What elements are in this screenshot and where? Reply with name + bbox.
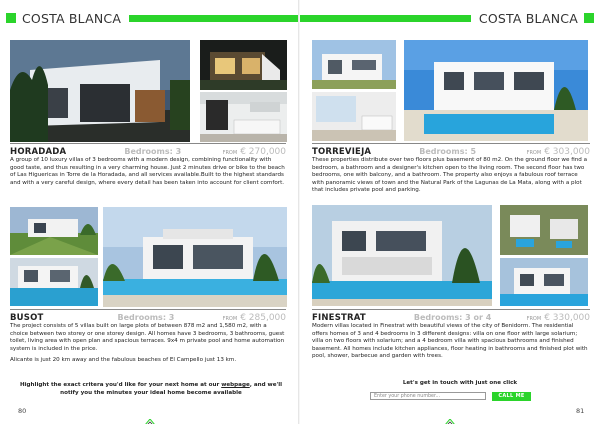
right-page — [300, 0, 600, 424]
torrevieja-interior-photo — [312, 92, 396, 141]
listing-description: Modern villas located in Finestrat with beautiful views of the city of Benidorm. The residential offers homes of 3 and 4 bedrooms in 3 different designs: villa on one floor with large solarium; villa on two floors with solarium; and a 4 bedroom villa with spacious bathrooms and finished basement. All homes include kitchen appliances, floor heating in bathrooms and finished plot with pool, shower, barbecue and garden with trees. — [312, 323, 588, 360]
listing-header — [10, 143, 286, 157]
listing-header — [312, 143, 590, 157]
listing-description: These properties distribute over two floors plus basement of 80 m2. On the ground floor we find a bedroom, a bathroom and a designer's kitchen open to the living room. The second floor has two bedrooms, one with balcony, and a bathroom. The property also enjoys a fabulous roof terrace with panoramic views of town and the Natural Park of the Lagunas de La Mata, along with a plot that includes private pool and parking. — [312, 157, 588, 194]
listing-description: A group of 10 luxury villas of 3 bedrooms with a modern design, combining functionality with good taste, and thus resulting in a very charming house. Just 2 minutes drive or bike to the beach of Las Higuericas in Torre de la Horadada, and all services available.Built to the highest standards and with a very careful design, where every detail has been taken into account for client comfort. — [10, 157, 285, 186]
listing-header — [312, 309, 590, 323]
finestrat-main-photo — [312, 205, 492, 306]
left-header-title: COSTA BLANCA — [22, 10, 122, 26]
right-header-title: COSTA BLANCA — [478, 10, 578, 26]
horadada-main-photo — [10, 40, 190, 142]
listing-town: TORREVIEJA — [312, 147, 372, 157]
header-accent-square — [584, 13, 594, 23]
contact-title: Let's get in touch with just one click — [402, 380, 518, 386]
horadada-night-photo — [200, 40, 287, 90]
finestrat-aerial-photo — [500, 205, 588, 255]
listing-busot — [0, 309, 300, 365]
cta-text-before: Highlight the exact critera you'd like for your next home at our — [19, 382, 222, 388]
cta-text-after: , and we'll notify you the minutes your ideal home become available — [60, 382, 283, 396]
listing-header — [10, 309, 286, 323]
header-accent-square — [6, 13, 16, 23]
listing-bedrooms: Bedrooms: 3 — [117, 313, 175, 322]
listing-finestrat — [300, 309, 600, 361]
listing-town: FINESTRAT — [312, 313, 366, 323]
listing-town: HORADADA — [10, 147, 67, 157]
torrevieja-main-photo — [404, 40, 588, 141]
right-header — [300, 9, 600, 27]
listing-bedrooms: Bedrooms: 3 — [124, 147, 182, 156]
listing-from-label: FROM — [526, 316, 542, 322]
phone-number-input[interactable]: Enter your phone number... — [370, 392, 486, 400]
listing-bedrooms: Bedrooms: 3 or 4 — [413, 313, 492, 322]
call-me-button[interactable]: CALL ME — [492, 392, 531, 401]
busot-garden-photo — [10, 207, 98, 255]
busot-pool-photo — [10, 258, 98, 306]
listing-from-label: FROM — [526, 150, 542, 156]
horadada-kitchen-photo — [200, 92, 287, 142]
page-number-left: 80 — [18, 407, 27, 415]
listing-from-label: FROM — [222, 150, 238, 156]
finestrat-side-photo — [500, 258, 588, 306]
header-accent-bar — [129, 15, 300, 22]
brand-logo-icon — [445, 410, 455, 416]
listing-from-label: FROM — [222, 316, 238, 322]
header-accent-bar — [300, 15, 471, 22]
listing-price: € 270,000 — [240, 147, 286, 157]
listing-price: € 330,000 — [544, 313, 590, 323]
listing-description-extra: Alicante is just 20 km away and the fabulous beaches of El Campello just 13 km. — [10, 357, 237, 364]
busot-main-photo — [103, 207, 287, 307]
page-number-right: 81 — [576, 407, 585, 415]
listing-torrevieja — [300, 143, 600, 195]
left-header — [0, 9, 300, 27]
alert-cta — [18, 382, 284, 397]
torrevieja-exterior-photo — [312, 40, 396, 89]
webpage-link[interactable]: webpage — [221, 382, 250, 388]
listing-horadada — [0, 143, 300, 187]
listing-price: € 285,000 — [240, 313, 286, 323]
listing-bedrooms: Bedrooms: 5 — [419, 147, 477, 156]
listing-town: BUSOT — [10, 313, 44, 323]
listing-description: The project consists of 5 villas built on large plots of between 878 m2 and 1,580 m2, with a choice between two storey or one storey design. All homes have 3 bedrooms, 3 bathrooms, guest toilet, living area with open plan and spacious terraces. 9x4 m private pool and home automation system is included in the price. — [10, 323, 285, 352]
listing-price: € 303,000 — [544, 147, 590, 157]
brand-logo-icon — [145, 410, 155, 416]
